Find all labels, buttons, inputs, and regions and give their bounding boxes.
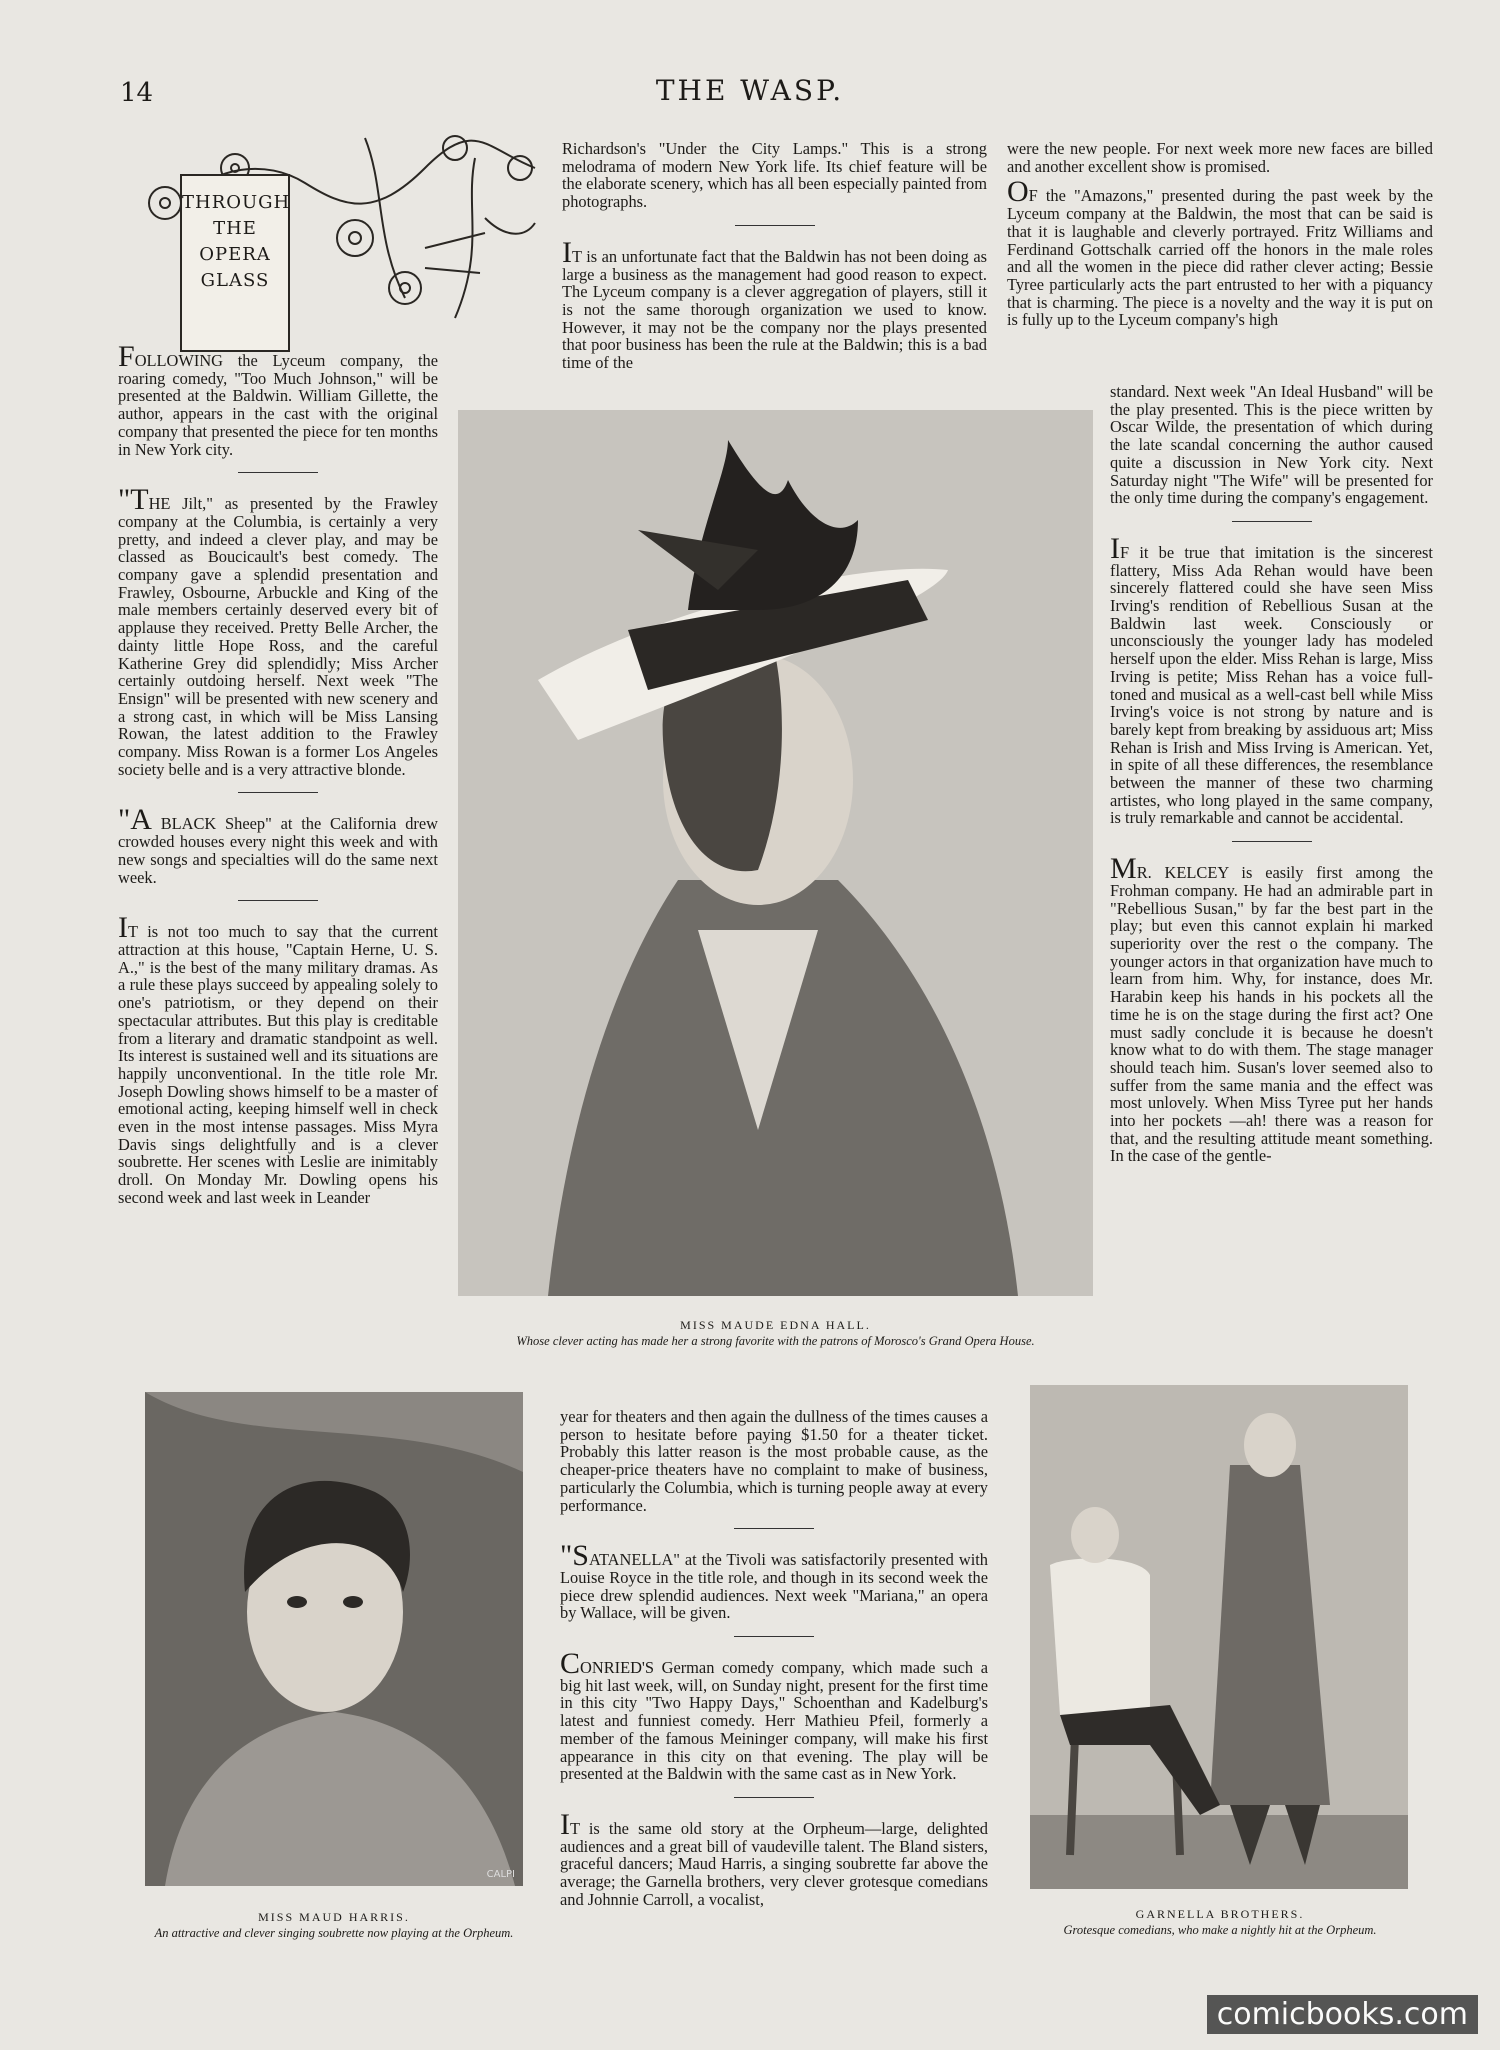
article-paragraph: "THE Jilt," as presented by the Frawley company at the Columbia, is certainly a very pretty, and indeed a clever play, and may be classed as Boucicault's best comedy. The company gave a splendid presentation and Frawley, Osbourne, Arbuckle and King of the male members certainly deserved every bit of applause they received. Pretty Belle Archer, the dainty little Hope Ross, and the careful Katherine Grey did splendidly; Miss Archer certainly outdoing herself. Next week "The Ensign" will be presented with new scenery and a strong cast, in which will be Miss Lansing Rowan, the latest addition to the Frawley company. Miss Rowan is a former Los Angeles society belle and is a very attractive blonde.	[118, 483, 438, 779]
portrait-maud-harris	[145, 1392, 523, 1886]
portrait-maude-edna-hall	[458, 410, 1093, 1296]
article-paragraph: IT is not too much to say that the current attraction at this house, "Captain Herne, U. S. A.," is the best of the many military dramas. As a rule these plays succeed by appealing solely to one's patriotism, or they depend on their spectacular attributes. But this play is creditable from a literary and dramatic standpoint as well. Its interest is sustained well and its situations are happily unconventional. In the title role Mr. Joseph Dowling shows himself to be a master of emotional acting, keeping himself well in check even in the most intense passages. Miss Myra Davis sings delightfully and is a clever soubrette. Her scenes with Leslie are inimitably droll. On Monday Mr. Dowling opens his second week and last week in Leander	[118, 911, 438, 1207]
article-paragraph: OF the "Amazons," presented during the past week by the Lyceum company at the Baldwin, the most that can be said is that it is laughable and cleverly portrayed. Fritz Williams and Ferdinand Gottschalk carried off the honors in the male roles and all the women in the piece did rather clever acting; Bessie Tyree particularly acts the part entrusted to her with a piquancy that is charming. The piece is a novelty and the way it is put on is fully up to the Lyceum company's high	[1007, 175, 1433, 330]
section-divider	[238, 792, 318, 793]
article-paragraph: CONRIED'S German comedy company, which made such a big hit last week, will, on Sunday night, present for the first time in this city "Two Happy Days," Schoenthan and Kadelburg's latest and funniest comedy. Herr Mathieu Pfeil, formerly a member of the famous Meininger company, will make his first appearance in this city on that evening. The play will be presented at the Baldwin with the same cast as in New York.	[560, 1647, 988, 1784]
caption-subtitle: An attractive and clever singing soubrette now playing at the Orpheum.	[154, 1926, 514, 1940]
watermark: comicbooks.com	[1207, 1995, 1478, 2034]
caption-left	[130, 1910, 538, 1941]
page-number: 14	[120, 78, 154, 108]
column-right-top	[1007, 140, 1433, 337]
section-divider	[238, 472, 318, 473]
article-paragraph: IF it be true that imitation is the sincerest flattery, Miss Ada Rehan would have been sincerely flattered could she have seen Miss Irving's rendition of Rebellious Susan at the Baldwin last week. Consciously or unconsciously the younger lady has modeled herself upon the elder. Miss Rehan is large, Miss Irving is petite; Miss Rehan has a voice full-toned and musical as a well-cast bell while Miss Irving's voice is not strong by nature and is barely kept from breaking by assiduous art; Miss Rehan is Irish and Miss Irving is American. Yet, in spite of all these differences, the resemblance between the manner of these two charming artistes, who long played in the same company, is truly remarkable and cannot be accidental.	[1110, 531, 1433, 828]
photo-garnella-brothers	[1030, 1385, 1408, 1889]
caption-center	[458, 1318, 1093, 1349]
section-divider	[734, 1636, 814, 1637]
caption-title: MISS MAUD HARRIS.	[258, 1910, 410, 1924]
section-divider	[734, 1797, 814, 1798]
caption-title: MISS MAUDE EDNA HALL.	[680, 1318, 871, 1332]
column-right-narrow	[1110, 383, 1433, 1173]
caption-subtitle: Grotesque comedians, who make a nightly hit at the Orpheum.	[1063, 1923, 1377, 1937]
logo-line: GLASS	[200, 270, 270, 291]
article-paragraph: Richardson's "Under the City Lamps." This is a strong melodrama of modern New York life. Its chief feature will be the elaborate scenery, which has all been especially painted from photographs.	[562, 139, 987, 212]
caption-title: GARNELLA BROTHERS.	[1135, 1907, 1305, 1921]
article-paragraph: IT is the same old story at the Orpheum—large, delighted audiences and a great bill of vaudeville talent. The Bland sisters, graceful dancers; Maud Harris, a singing soubrette far above the average; the Garnella brothers, very clever grotesque comedians and Johnnie Carroll, a vocalist,	[560, 1807, 988, 1909]
article-paragraph: year for theaters and then again the dullness of the times causes a person to hesitate before paying $1.50 for a theater ticket. Probably this latter reason is the most probable cause, as the cheaper-price theaters have no complaint to make of business, particularly the Columbia, which is turning people away at every performance.	[560, 1407, 988, 1515]
column-logo	[180, 174, 290, 352]
logo-line: OPERA	[199, 244, 271, 265]
article-paragraph: "A BLACK Sheep" at the California drew crowded houses every night this week and with new songs and specialties will do the same next week.	[118, 803, 438, 887]
logo-line: THE	[213, 218, 257, 239]
section-divider	[1232, 521, 1312, 522]
article-paragraph: FOLLOWING the Lyceum company, the roaring comedy, "Too Much Johnson," will be presented at the Baldwin. William Gillette, the author, appears in the cast with the original company that presented the piece for ten months in New York city.	[118, 340, 438, 459]
section-divider	[735, 225, 815, 226]
article-paragraph: "SATANELLA" at the Tivoli was satisfactorily presented with Louise Royce in the title role, and though in its second week the piece drew splendid audiences. Next week "Mariana," an opera by Wallace, will be given.	[560, 1539, 988, 1623]
caption-right	[1025, 1907, 1415, 1938]
photo-credit: CALPI	[486, 1869, 515, 1880]
section-divider	[238, 900, 318, 901]
column-bottom-middle	[560, 1408, 988, 1916]
column-left	[118, 340, 438, 1215]
article-paragraph: MR. KELCEY is easily first among the Frohman company. He had an admirable part in "Rebellious Susan," by far the best part in the play; but even this cannot explain hi marked superiority over the rest o the company. The younger actors in that organization have much to learn from him. Why, for instance, does Mr. Harabin keep his hands in his pockets all the time he is on the stage during the first act? One must sadly conclude it is because he doesn't know what to do with them. The stage manager should teach him. Susan's lover seemed also to suffer from the same mania and the effect was most unlovely. When Miss Tyree put her hands into her pockets —ah! there was a reason for that, and the resulting attitude meant something. In the case of the gentle-	[1110, 852, 1433, 1166]
article-paragraph: were the new people. For next week more new faces are billed and another excellent show is promised.	[1007, 139, 1433, 176]
caption-subtitle: Whose clever acting has made her a strong favorite with the patrons of Morosco's Grand Opera House.	[516, 1334, 1035, 1348]
section-divider	[1232, 841, 1312, 842]
column-middle-top	[562, 140, 987, 380]
article-paragraph: IT is an unfortunate fact that the Baldwin has not been doing as large a business as the management had good reason to expect. The Lyceum company is a clever aggregation of players, still it is not the same thorough organization we used to know. However, it may not be the company nor the plays presented that poor business has been the rule at the Baldwin; this is a bad time of the	[562, 235, 987, 373]
section-divider	[734, 1528, 814, 1529]
masthead-title: THE WASP.	[655, 74, 845, 107]
article-paragraph: standard. Next week "An Ideal Husband" will be the play presented. This is the piece written by Oscar Wilde, the presentation of which during the late scandal concerning the author caused quite a discussion in New York city. Next Saturday night "The Wife" will be presented for the only time during the company's engagement.	[1110, 382, 1433, 508]
logo-line: THROUGH	[182, 192, 291, 213]
